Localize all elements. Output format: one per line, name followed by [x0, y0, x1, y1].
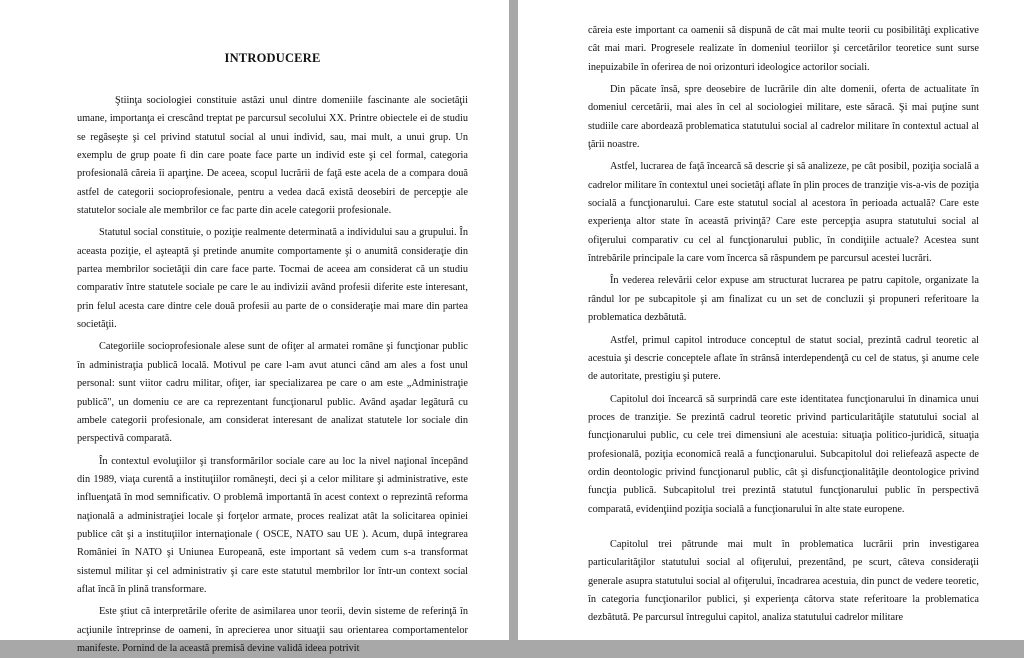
paragraph: Categoriile socioprofesionale alese sunt de ofiţer al armatei române şi funcţionar public în administraţia publică locală. Motivul pe care l-am avut atunci când am ales a fost unul personal: sunt viitor cadru militar, ofiţer, iar specializarea pe care o am este „Administraţie publică", un domeniu ce are ca reprezentant funcţionarul public. Având aşadar legătură cu ambele categorii profesionale, am considerat interesant de analizat statutele lor sociale din perspectivă comparată. — [77, 341, 468, 445]
page-left — [0, 0, 509, 654]
paragraph: Capitolul trei pătrunde mai mult în problematica lucrării prin investigarea particularităţilor statutului social al ofiţerului, prezentând, pe scurt, câteva consideraţii generale asupra statutului social al ofiţerului, încadrarea acestuia, din punct de vedere teoretic, în categoria funcţionarilor publici, şi experienţa câtorva state referitoare la problematica dezbătută. Pe parcursul întregului capitol, analiza statutului cadrelor militare — [588, 538, 979, 624]
paragraph: Astfel, primul capitol introduce conceptul de statut social, prezintă cadrul teoretic al acestuia şi descrie conceptele aflate în strânsă interdependenţă cu cel de status, şi anume cele de autoritate, prestigiu şi putere. — [588, 334, 979, 383]
paragraph: Astfel, lucrarea de faţă încearcă să descrie şi să analizeze, pe cât posibil, poziţia socială a cadrelor militare în contextul unei societăţi aflate în plin proces de tranziţie vis-a-vis de poziţia socială a funcţionarului. Care este statutul social al acestora în perioada actuală? Care este experienţa altor state în această privinţă? Care este percepţia asupra statutului social al ofiţerului comparativ cu cel al funcţionarului public, în condiţiile actuale? Acestea sunt întrebările principale la care vom încerca să răspundem pe parcursul acestei lucrări. — [588, 161, 979, 265]
paragraph: Este ştiut că interpretările oferite de asimilarea unor teorii, devin sisteme de referinţă în acţiunile întreprinse de oameni, în aprecierea unor situaţii sau orientarea comportamentelor manifeste. Pornind de la această premisă devine validă ideea potrivit — [77, 606, 468, 654]
page-right — [518, 0, 1024, 640]
paragraph: Ştiinţa sociologiei constituie astăzi unul dintre domeniile fascinante ale societăţii umane, importanţa ei crescând treptat pe parcursul secolului XX. Printre obiectele ei de studiu se regăseşte şi cel privind statutul social al unui individ, sau, mai mult, a unui grup. Un exemplu de grup poate fi din care poate face parte un individ este şi cel formal, categoria profesională căreia îi aparţine. De aceea, scopul lucrării de faţă este acela de a compara două astfel de categorii socioprofesionale, pentru a vedea dacă există deosebiri de percepţie ale statutelor sociale ale membrilor ce fac parte din acele categorii profesionale. — [77, 95, 468, 217]
page-title: INTRODUCERE — [224, 51, 321, 65]
paragraph: Capitolul doi încearcă să surprindă care este identitatea funcţionarului în dinamica unui proces de tranziţie. Se prezintă cadrul teoretic privind particularităţile statutului social al funcţionarului public, cu cele trei dimensiuni ale acestuia: situaţia politico-juridică, situaţia profesională, poziţia economică reală a funcţionarului. Subcapitolul doi reliefează aspecte de ordin deontologic privind funcţionarul public, cât şi disfuncţionalităţile deontologice privind funcţia publică. Subcapitolul trei prezintă statutul funcţionarului public în perspectivă comparată, evidenţiind poziţia socială a funcţionarului în alte state europene. — [588, 393, 979, 515]
paragraph: Statutul social constituie, o poziţie realmente determinată a individului sau a grupului. În aceasta poziţie, el aşteaptă şi pretinde anumite comportamente şi o anumită consideraţie din partea membrilor societăţii din care face parte. Tocmai de aceea am considerat că un studiu comparativ între statutele sociale pe care le au indivizii având profesii diferite este interesant, prin felul acesta care dintre cele două profesii au parte de o consideraţie mai mare din partea societăţii. — [77, 227, 468, 331]
paragraph: În vederea relevării celor expuse am structurat lucrarea pe patru capitole, organizate la rândul lor pe subcapitole şi am finalizat cu un set de concluzii şi propuneri referitoare la problematica dezbătută. — [588, 275, 979, 324]
paragraph: căreia este important ca oamenii să dispună de cât mai multe teorii cu posibilităţi explicative cât mai mari. Progresele realizate în domeniul teoriilor şi cercetărilor teoretice sunt surse inepuizabile în oferirea de noi orizonturi ideologice actorilor sociali. — [588, 25, 979, 73]
paragraph: Din păcate însă, spre deosebire de lucrările din alte domenii, oferta de actualitate în domeniul cercetării, mai ales în cel al sociologiei militare, este săracă. Şi mai puţine sunt studiile care abordează problematica statutului social al cadrelor militare în contextul actual al ţării noastre. — [588, 84, 979, 151]
paragraph: În contextul evoluţiilor şi transformărilor sociale care au loc la nivel naţional începând din 1989, viaţa curentă a instituţiilor româneşti, deci şi a celor militare şi administrative, este influenţată în mod semnificativ. O problemă importantă în acest context o reprezintă reforma naţională a administraţiei locale şi forţelor armate, proces realizat atât la solicitarea opiniei publice cât şi a instituţiilor internaţionale ( OSCE, NATO sau UE ). Acum, după integrarea României în NATO şi Uniunea Europeană, este important să vedem cum s-a transformat sistemul militar şi cel administrativ şi care este statutul membrilor lor într-un context social aflat încă în plină transformare. — [77, 455, 468, 595]
